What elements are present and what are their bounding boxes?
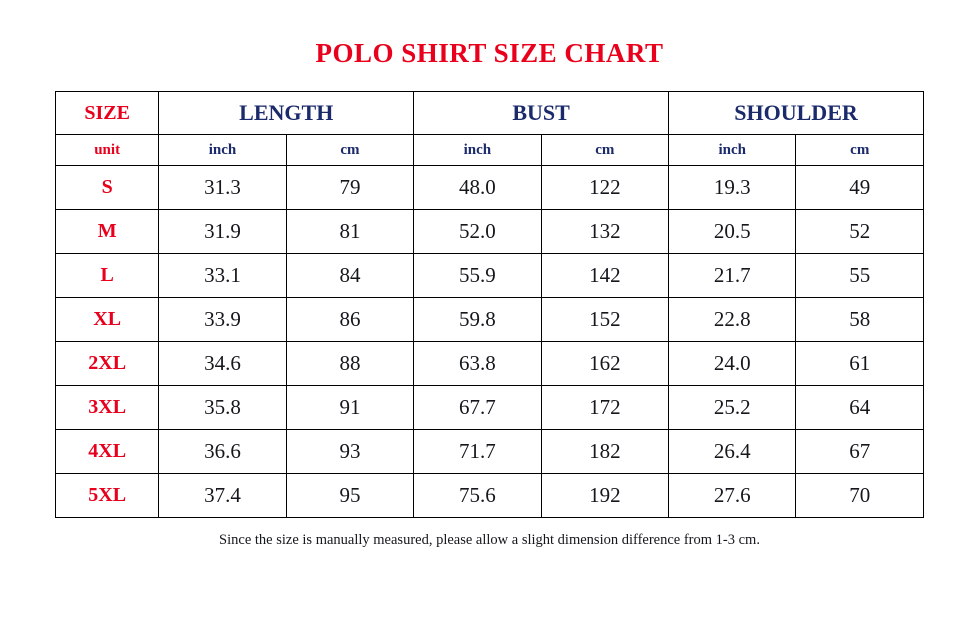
table-head — [56, 92, 924, 166]
cell-length-cm: 81 — [286, 210, 413, 254]
cell-length-inch: 33.1 — [159, 254, 286, 298]
cell-bust-cm: 162 — [541, 342, 668, 386]
cell-bust-inch: 71.7 — [414, 430, 541, 474]
cell-shoulder-cm: 49 — [796, 166, 924, 210]
cell-length-cm: 84 — [286, 254, 413, 298]
cell-shoulder-cm: 61 — [796, 342, 924, 386]
cell-shoulder-inch: 25.2 — [669, 386, 796, 430]
table-row — [56, 166, 924, 210]
column-header-shoulder: SHOULDER — [669, 92, 924, 135]
unit-length-cm: cm — [286, 135, 413, 166]
size-chart-table — [55, 91, 924, 518]
column-header-length: LENGTH — [159, 92, 414, 135]
cell-length-inch: 31.9 — [159, 210, 286, 254]
cell-length-cm: 93 — [286, 430, 413, 474]
cell-length-cm: 79 — [286, 166, 413, 210]
cell-length-cm: 91 — [286, 386, 413, 430]
unit-shoulder-inch: inch — [669, 135, 796, 166]
page-title: POLO SHIRT SIZE CHART — [315, 38, 664, 68]
cell-bust-inch: 55.9 — [414, 254, 541, 298]
cell-size: 4XL — [56, 430, 159, 474]
group-header-row — [56, 92, 924, 135]
size-table-container — [55, 91, 924, 518]
cell-bust-cm: 192 — [541, 474, 668, 518]
cell-bust-cm: 142 — [541, 254, 668, 298]
cell-size: M — [56, 210, 159, 254]
table-row — [56, 254, 924, 298]
cell-length-cm: 95 — [286, 474, 413, 518]
table-row — [56, 298, 924, 342]
column-header-bust: BUST — [414, 92, 669, 135]
table-body — [56, 166, 924, 518]
cell-shoulder-inch: 26.4 — [669, 430, 796, 474]
cell-shoulder-cm: 70 — [796, 474, 924, 518]
table-row — [56, 386, 924, 430]
cell-bust-cm: 152 — [541, 298, 668, 342]
cell-length-inch: 36.6 — [159, 430, 286, 474]
table-row — [56, 210, 924, 254]
cell-shoulder-inch: 22.8 — [669, 298, 796, 342]
unit-bust-inch: inch — [414, 135, 541, 166]
cell-shoulder-inch: 21.7 — [669, 254, 796, 298]
unit-label: unit — [56, 135, 159, 166]
cell-shoulder-inch: 20.5 — [669, 210, 796, 254]
cell-bust-cm: 122 — [541, 166, 668, 210]
cell-length-cm: 86 — [286, 298, 413, 342]
cell-shoulder-cm: 64 — [796, 386, 924, 430]
cell-bust-inch: 52.0 — [414, 210, 541, 254]
cell-size: XL — [56, 298, 159, 342]
cell-length-inch: 34.6 — [159, 342, 286, 386]
cell-bust-inch: 48.0 — [414, 166, 541, 210]
cell-size: 3XL — [56, 386, 159, 430]
cell-shoulder-inch: 19.3 — [669, 166, 796, 210]
cell-bust-inch: 63.8 — [414, 342, 541, 386]
cell-length-cm: 88 — [286, 342, 413, 386]
unit-shoulder-cm: cm — [796, 135, 924, 166]
unit-length-inch: inch — [159, 135, 286, 166]
cell-shoulder-cm: 58 — [796, 298, 924, 342]
cell-size: S — [56, 166, 159, 210]
cell-bust-cm: 132 — [541, 210, 668, 254]
table-row — [56, 430, 924, 474]
table-row — [56, 474, 924, 518]
cell-shoulder-inch: 27.6 — [669, 474, 796, 518]
cell-length-inch: 33.9 — [159, 298, 286, 342]
cell-size: L — [56, 254, 159, 298]
cell-length-inch: 35.8 — [159, 386, 286, 430]
measurement-note: Since the size is manually measured, please allow a slight dimension difference from 1-3 cm. — [219, 532, 760, 548]
table-row — [56, 342, 924, 386]
cell-bust-cm: 182 — [541, 430, 668, 474]
cell-bust-cm: 172 — [541, 386, 668, 430]
cell-size: 2XL — [56, 342, 159, 386]
unit-bust-cm: cm — [541, 135, 668, 166]
cell-shoulder-cm: 67 — [796, 430, 924, 474]
column-header-size: SIZE — [56, 92, 159, 135]
cell-bust-inch: 59.8 — [414, 298, 541, 342]
cell-shoulder-cm: 55 — [796, 254, 924, 298]
cell-length-inch: 31.3 — [159, 166, 286, 210]
cell-shoulder-inch: 24.0 — [669, 342, 796, 386]
cell-length-inch: 37.4 — [159, 474, 286, 518]
unit-header-row — [56, 135, 924, 166]
cell-shoulder-cm: 52 — [796, 210, 924, 254]
cell-size: 5XL — [56, 474, 159, 518]
cell-bust-inch: 75.6 — [414, 474, 541, 518]
cell-bust-inch: 67.7 — [414, 386, 541, 430]
